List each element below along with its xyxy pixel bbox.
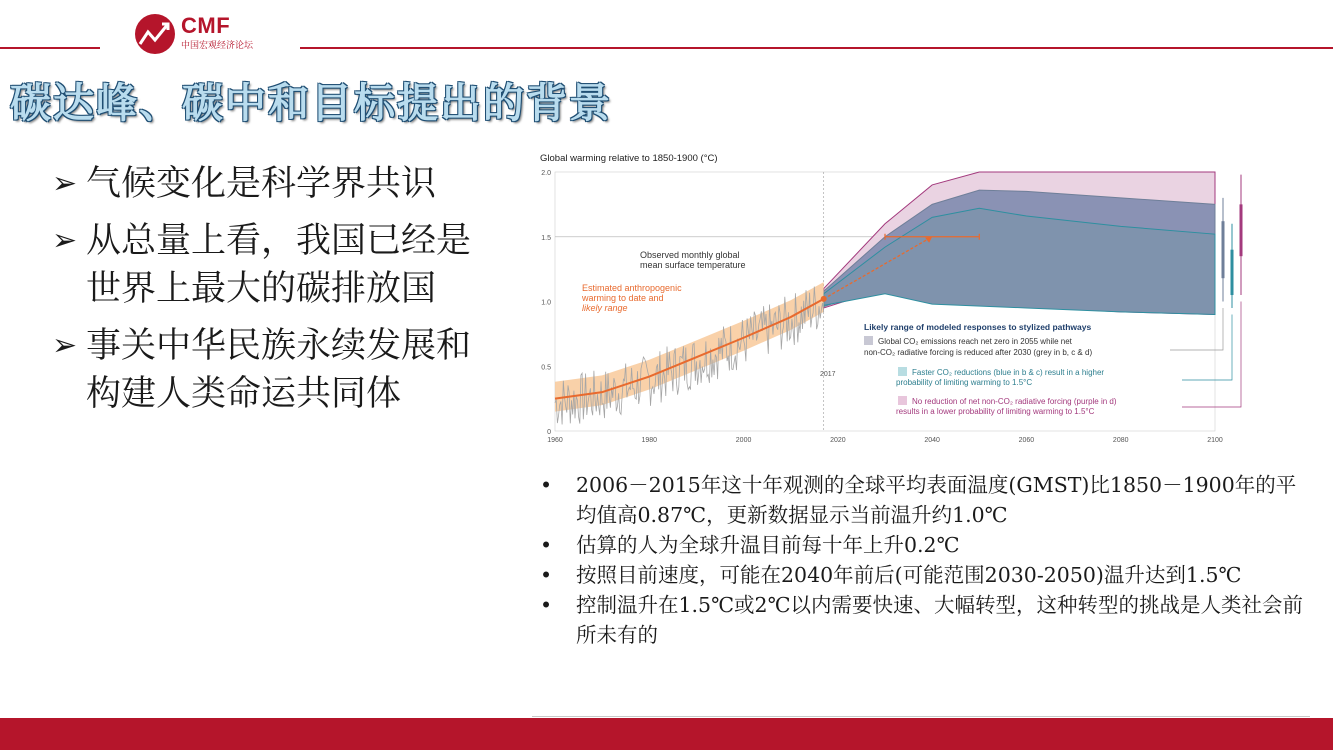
legend-grey-1: Global CO₂ emissions reach net zero in 2055 while net — [878, 337, 1072, 346]
arrow-bullet-icon: ➢ — [52, 223, 78, 258]
key-point-text: 气候变化是科学界共识 — [86, 164, 437, 204]
y-tick-label: 0 — [547, 429, 551, 436]
key-point-text: 事关中华民族永续发展和构建人类命运共同体 — [86, 326, 472, 414]
x-tick-label: 2100 — [1207, 437, 1223, 444]
blue-whisker-box — [1231, 250, 1234, 295]
note-item — [540, 530, 1310, 560]
notes-list — [540, 470, 1310, 650]
purple-whisker-box — [1240, 204, 1243, 256]
observed-label-2: mean surface temperature — [640, 260, 746, 270]
legend-blue-2: probability of limiting warming to 1.5°C — [896, 378, 1033, 387]
bullet-dot-icon: • — [540, 593, 553, 617]
legend-swatch-grey — [864, 336, 873, 345]
anthro-label-3: likely range — [582, 303, 628, 313]
legend-purple-2: results in a lower probability of limiting warming to 1.5°C — [896, 407, 1095, 416]
y-tick-label: 1.5 — [541, 234, 551, 242]
x-tick-label: 2000 — [735, 437, 752, 444]
y-tick-label: 2.0 — [541, 170, 551, 177]
bullet-dot-icon: • — [540, 533, 553, 557]
logo-subtitle: 中国宏观经济论坛 — [181, 41, 254, 51]
x-tick-label: 2020 — [830, 437, 846, 444]
bullet-dot-icon: • — [540, 473, 553, 497]
header-rule-right — [300, 47, 1333, 49]
note-item — [540, 590, 1310, 650]
notes-divider — [532, 716, 1310, 717]
bullet-dot-icon: • — [540, 563, 553, 587]
pathway-bands — [824, 172, 1215, 314]
key-point — [52, 322, 492, 418]
note-item — [540, 560, 1310, 590]
x-tick-label: 2080 — [1112, 437, 1129, 444]
note-item — [540, 470, 1310, 530]
warming-chart — [530, 145, 1250, 455]
x-tick-label: 2040 — [924, 437, 940, 444]
note-text: 估算的人为全球升温目前每十年上升0.2℃ — [576, 533, 960, 557]
note-text: 按照目前速度，可能在2040年前后(可能范围2030-2050)温升达到1.5℃ — [576, 563, 1242, 587]
anthro-label-2: warming to date and — [582, 293, 664, 303]
key-points — [52, 160, 492, 427]
y-tick-label: 1.0 — [541, 299, 551, 307]
x-tick-label: 2060 — [1018, 437, 1035, 444]
legend-purple-1: No reduction of net non-CO₂ radiative forcing (purple in d) — [912, 397, 1117, 406]
footer-bar — [0, 718, 1333, 750]
legend-blue-1: Faster CO₂ reductions (blue in b & c) result in a higher — [912, 368, 1105, 377]
year-marker: 2017 — [820, 371, 836, 378]
legend-swatch-purple — [898, 396, 907, 405]
key-point-text: 从总量上看，我国已经是世界上最大的碳排放国 — [86, 221, 472, 309]
y-tick-label: 0.5 — [541, 364, 551, 372]
logo-icon — [133, 12, 177, 56]
observed-label-1: Observed monthly global — [640, 250, 740, 260]
note-text: 2006－2015年这十年观测的全球平均表面温度(GMST)比1850－1900年的平均值高0.87℃，更新数据显示当前温升约1.0℃ — [576, 473, 1297, 527]
legend-grey-2: non-CO₂ radiative forcing is reduced after 2030 (grey in b, c & d) — [864, 348, 1093, 357]
key-point — [52, 160, 492, 208]
legend-swatch-blue — [898, 367, 907, 376]
likely-range-title: Likely range of modeled responses to stylized pathways — [864, 322, 1092, 332]
anthro-label-1: Estimated anthropogenic — [582, 283, 682, 293]
header-rule-left — [0, 47, 100, 49]
arrow-bullet-icon: ➢ — [52, 328, 78, 363]
x-tick-label: 1980 — [641, 437, 658, 444]
chart-title: Global warming relative to 1850-1900 (°C) — [540, 153, 718, 164]
blue-connector — [1182, 314, 1232, 380]
grey-whisker-box — [1222, 221, 1225, 278]
logo — [133, 12, 303, 56]
key-point — [52, 217, 492, 313]
logo-name: CMF — [181, 13, 231, 38]
note-text: 控制温升在1.5℃或2℃以内需要快速、大幅转型，这种转型的挑战是人类社会前所未有的 — [576, 593, 1304, 647]
x-tick-label: 1960 — [547, 437, 563, 444]
arrow-bullet-icon: ➢ — [52, 166, 78, 201]
slide-title: 碳达峰、碳中和目标提出的背景 — [10, 79, 612, 127]
